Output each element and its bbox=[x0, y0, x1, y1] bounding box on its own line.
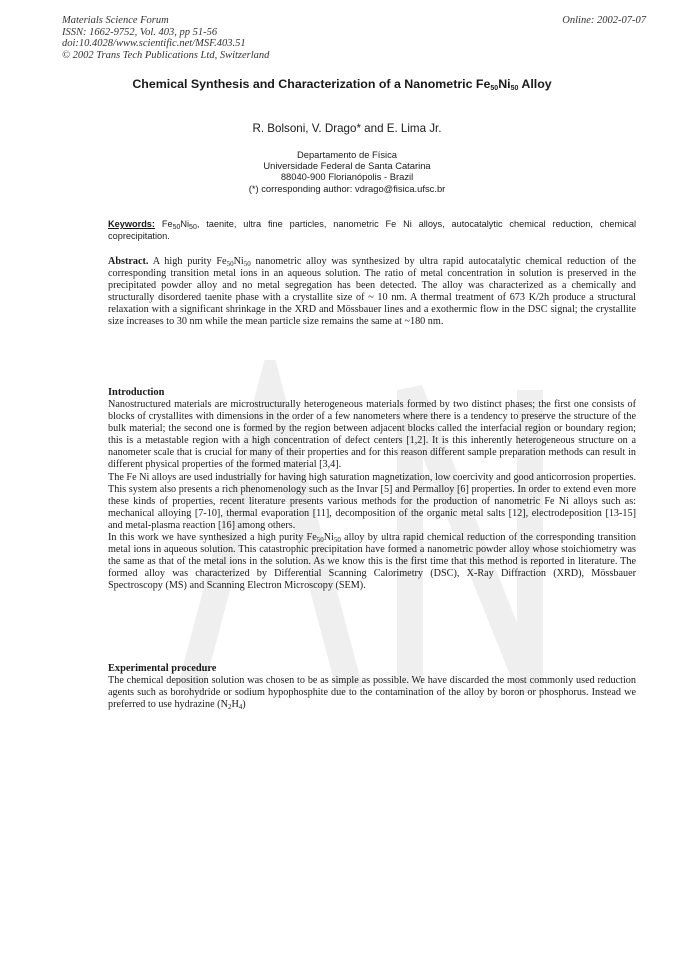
keywords bbox=[108, 218, 636, 242]
introduction-heading: Introduction bbox=[108, 387, 165, 398]
paragraph: Nanostructured materials are microstructurally heterogeneous materials formed by two distinct phases; the first one consists of blocks of crystallites with dimensions in the order of a few nanometers where there is a tendency to preserve the structure of the bulk material; the second one is formed by the region between adjacent blocks called the interfacial region or boundary region; this is a metastable region with a high concentration of defect centers [1,2]. It is this inherently heterogeneous structure on a nanometer scale that is crucial for many of their properties and for this reason different sample preparation methods can result in different physical properties of the formed material [3,4]. bbox=[108, 399, 636, 471]
paragraph-subscript: 4 bbox=[238, 703, 243, 712]
affiliation-university: Universidade Federal de Santa Catarina bbox=[263, 160, 431, 172]
paragraph: The Fe Ni alloys are used industrially for having high saturation magnetization, low coercivity and good anticorrosion properties. This system also presents a rich phenomenology such as the Invar [5] and Permalloy [6] properties. In order to extend even more these kinds of properties, recent literature presents various methods for the production of nanometric Fe Ni alloys such as: mechanical alloying [7-10], thermal evaporation [11], decomposition of the organic metal salts [12], electrodeposition [13-15] and metal-plasma reaction [16] among others. bbox=[108, 471, 636, 531]
keywords-label: Keywords: bbox=[108, 219, 155, 229]
keywords-text: , taenite, ultra fine particles, nanometric Fe Ni alloys, autocatalytic chemical reduction, chemical coprecipitation. bbox=[108, 219, 636, 241]
abstract-subscript: 50 bbox=[226, 260, 234, 268]
paragraph-text: alloy by ultra rapid chemical reduction of the corresponding transition metal ions in aqueous solution. This catastrophic precipitation have formed a nanometric powder alloy whose stoichiometry was the same as that of the metal ions in the solution. As we know this is the first time that this method is reported in literature. The formed alloy was characterized by Differential Scanning Calorimetry (DSC), X-Ray Diffraction (XRD), Mössbauer Spectroscopy (MS) and Scanning Electron Microscopy (SEM). bbox=[108, 532, 636, 592]
experimental-body bbox=[108, 675, 636, 711]
journal-header bbox=[62, 15, 269, 61]
abstract bbox=[108, 256, 636, 329]
experimental-heading: Experimental procedure bbox=[108, 663, 217, 674]
abstract-text: A high purity Fe bbox=[148, 256, 227, 267]
title-text: Ni bbox=[498, 77, 511, 91]
keywords-subscript: 50 bbox=[172, 224, 181, 231]
affiliation-address: 88040-900 Florianópolis - Brazil bbox=[280, 171, 414, 183]
title-subscript: 50 bbox=[510, 85, 519, 92]
abstract-text: Ni bbox=[233, 256, 244, 267]
keywords-text: Ni bbox=[180, 219, 190, 229]
abstract-subscript: 50 bbox=[243, 260, 251, 268]
paragraph-subscript: 50 bbox=[333, 536, 341, 545]
issn-line: ISSN: 1662-9752, Vol. 403, pp 51-56 bbox=[62, 26, 218, 38]
paragraph-subscript: 2 bbox=[227, 703, 232, 712]
paragraph-text: In this work we have synthesized a high purity Fe bbox=[108, 532, 317, 544]
paper-title bbox=[62, 77, 622, 91]
corresponding-author: (*) corresponding author: vdrago@fisica.ufsc.br bbox=[248, 182, 446, 194]
title-subscript: 50 bbox=[490, 85, 499, 92]
affiliation bbox=[62, 149, 632, 194]
paragraph-subscript: 50 bbox=[316, 536, 324, 545]
keywords-text: Fe bbox=[154, 219, 173, 229]
doi-line: doi:10.4028/www.scientific.net/MSF.403.51 bbox=[62, 38, 246, 49]
paragraph-text: The chemical deposition solution was chosen to be as simple as possible. We have discarded the most commonly used reduction agents such as borohydride or sodium hypophosphite due to the contamination of the alloy by boron or phosphorus. Instead we preferred to use hydrazine (N bbox=[108, 675, 636, 711]
paragraph-text: ) bbox=[242, 699, 246, 711]
author-list: R. Bolsoni, V. Drago* and E. Lima Jr. bbox=[252, 122, 442, 135]
keywords-subscript: 50 bbox=[189, 224, 197, 231]
paragraph bbox=[108, 532, 636, 592]
introduction-body bbox=[108, 399, 636, 593]
journal-name: Materials Science Forum bbox=[62, 15, 169, 26]
title-text: Chemical Synthesis and Characterization of a Nanometric Fe bbox=[132, 77, 491, 91]
title-text: Alloy bbox=[518, 77, 552, 91]
online-date: Online: 2002-07-07 bbox=[562, 15, 646, 26]
affiliation-dept: Departamento de Física bbox=[296, 149, 398, 160]
copyright-line: © 2002 Trans Tech Publications Ltd, Switzerland bbox=[62, 49, 270, 61]
paragraph-text: Ni bbox=[323, 532, 334, 544]
paragraph-text: H bbox=[231, 699, 239, 711]
abstract-label: Abstract. bbox=[108, 256, 149, 267]
abstract-text: nanometric alloy was synthesized by ultra rapid autocatalytic chemical reduction of the corresponding transition metal ions in an aqueous solution. The ratio of metal concentration in solution is preserved in the precipitated powder alloy and no metal segregation has been detected. The alloy was characterized as a chemically and structurally disordered taenite phase with a crystallite size of ~ 10 nm. A thermal treatment of 673 K/2h produce a structural relaxation with a significant shrinkage in the XRD and Mössbauer lines and a exothermic flow in the DSC signal; the crystallite size increases to 30 nm while the mean particle size remains the same at ~180 nm. bbox=[108, 256, 636, 328]
